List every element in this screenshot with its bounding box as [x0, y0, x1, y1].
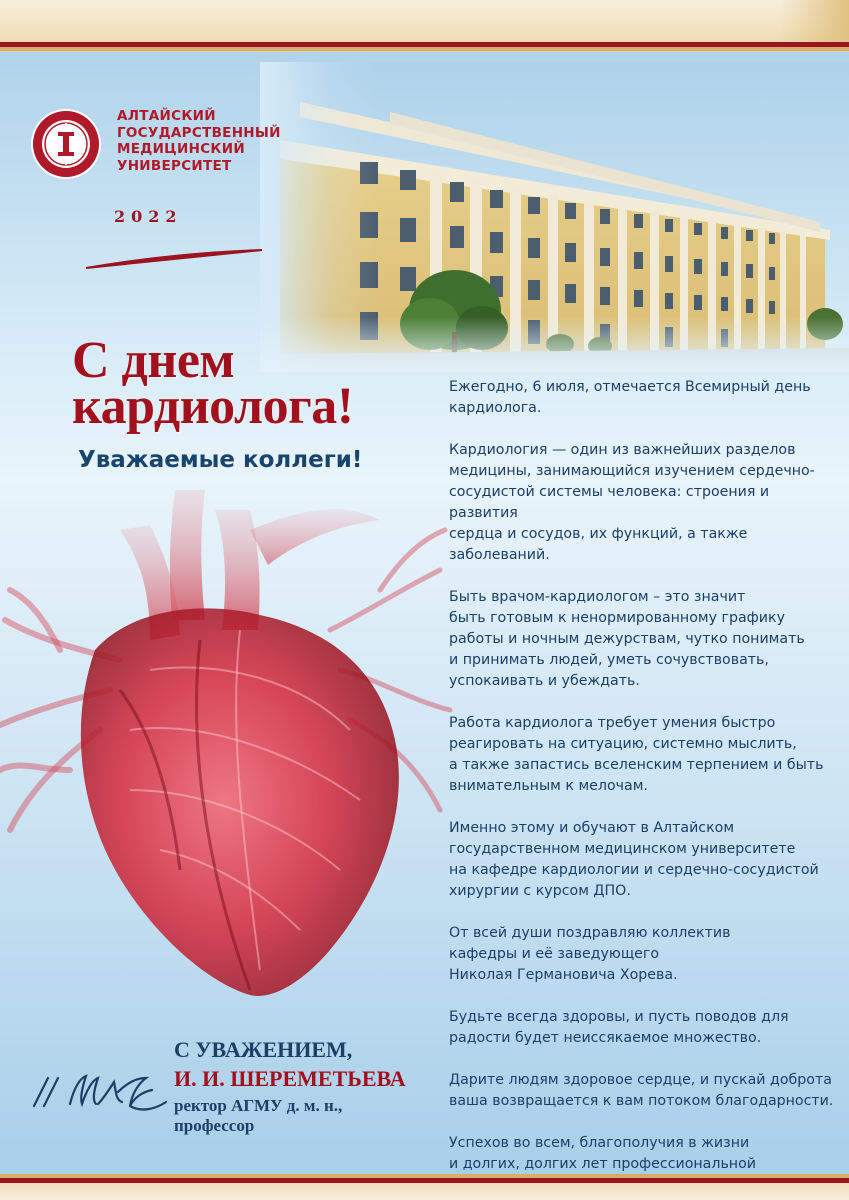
- paragraph: От всей души поздравляю коллектив кафедры и её заведующего Николая Германовича Хорева.: [449, 925, 731, 983]
- signer-name: И. И. ШЕРЕМЕТЬЕВА: [174, 1066, 406, 1091]
- signer-position-line-2: профессор: [174, 1116, 255, 1135]
- decorative-swoosh: [84, 244, 264, 274]
- university-name-line-4: УНИВЕРСИТЕТ: [117, 157, 232, 174]
- university-name-line-2: ГОСУДАРСТВЕННЫЙ: [117, 124, 281, 141]
- regards-label: С УВАЖЕНИЕМ,: [174, 1037, 353, 1062]
- handwritten-signature-icon: [30, 1058, 170, 1118]
- greeting-text: [449, 377, 841, 1200]
- university-building-image: [260, 62, 849, 372]
- salutation: Уважаемые коллеги!: [78, 447, 363, 473]
- title-line-1: С днем: [72, 332, 235, 389]
- year-label: 2022: [114, 207, 183, 226]
- signature-block: [174, 1036, 406, 1136]
- university-emblem-icon: [30, 108, 102, 180]
- paragraph: Именно этому и обучают в Алтайском государственном медицинском университете на кафедре кардиологии и сердечно-сосудистой хирургии с курсом ДПО.: [449, 820, 819, 899]
- top-ornament-band: [0, 0, 849, 52]
- signer-position-line-1: ректор АГМУ д. м. н.,: [174, 1096, 343, 1115]
- university-name-line-3: МЕДИЦИНСКИЙ: [117, 141, 245, 157]
- paragraph: Успехов во всем, благополучия в жизни и долгих, долгих лет профессиональной: [449, 1135, 756, 1172]
- paragraph: Будьте всегда здоровы, и пусть поводов для радости будет неиссякаемое множество.: [449, 1009, 789, 1046]
- paragraph: Ежегодно, 6 июля, отмечается Всемирный день кардиолога.: [449, 379, 811, 416]
- title-line-2: кардиолога!: [72, 378, 354, 435]
- heart-illustration: [0, 470, 460, 1040]
- paragraph: Быть врачом-кардиологом – это значит быть готовым к ненормированному графику работы и ночным дежурствам, чутко понимать и принимать людей, уметь сочувствовать, успокаивать и убеждать.: [449, 589, 805, 689]
- bottom-ornament-band: [0, 1174, 849, 1200]
- university-name-line-1: АЛТАЙСКИЙ: [117, 108, 216, 124]
- university-name: [117, 108, 317, 174]
- paragraph: Кардиология — один из важнейших разделов медицины, занимающийся изучением сердечно- сосудистой системы человека: строения и развития сердца и сосудов, их функций, а также заболеваний.: [449, 442, 815, 563]
- paragraph: Дарите людям здоровое сердце, и пускай доброта ваша возвращается к вам потоком благодарности.: [449, 1072, 834, 1109]
- page-title: [72, 332, 354, 435]
- paragraph: Работа кардиолога требует умения быстро реагировать на ситуацию, системно мыслить, а также запастись вселенским терпением и быть внимательным к мелочам.: [449, 715, 824, 794]
